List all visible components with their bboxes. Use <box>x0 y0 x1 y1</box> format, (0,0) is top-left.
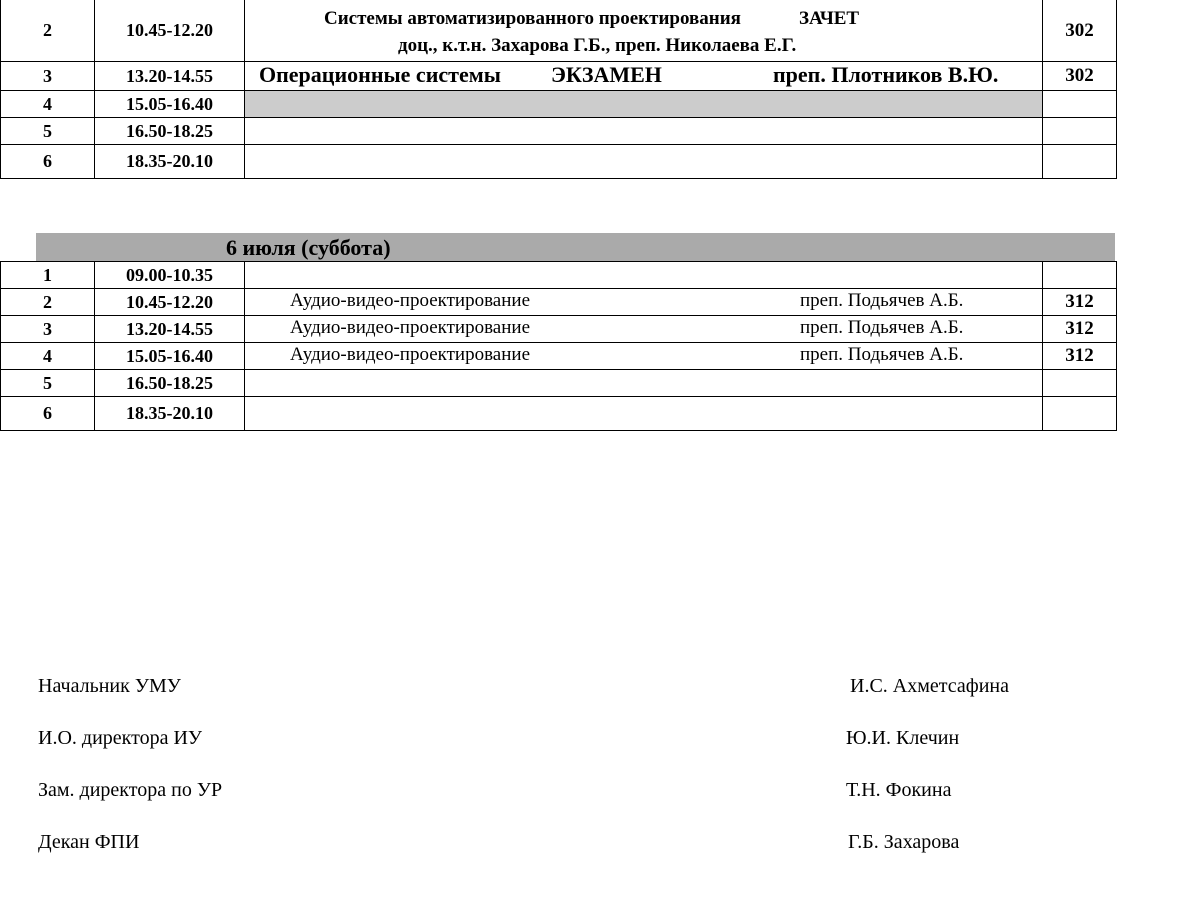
table-row <box>1 145 1117 179</box>
room-number <box>1043 397 1117 431</box>
room-number <box>1043 370 1117 397</box>
lesson-number: 4 <box>1 343 95 370</box>
schedule-table-saturday <box>0 261 1117 431</box>
table-row <box>1 316 1117 343</box>
subject-name: Операционные системы <box>259 62 501 87</box>
lesson-subject-cell <box>245 91 1043 118</box>
lesson-number: 2 <box>1 0 95 62</box>
room-number: 312 <box>1043 316 1117 343</box>
table-row <box>1 91 1117 118</box>
table-row <box>1 262 1117 289</box>
lesson-time: 16.50-18.25 <box>95 118 245 145</box>
lesson-number: 5 <box>1 370 95 397</box>
teacher-name: преп. Подьячев А.Б. <box>800 344 964 365</box>
room-number <box>1043 262 1117 289</box>
lesson-number: 3 <box>1 316 95 343</box>
lesson-number: 6 <box>1 145 95 179</box>
subject-name: Аудио-видео-проектирование <box>290 290 531 311</box>
signature-name: Г.Б. Захарова <box>848 831 960 853</box>
teacher-name: преп. Подьячев А.Б. <box>800 290 964 311</box>
room-number <box>1043 91 1117 118</box>
lesson-time: 16.50-18.25 <box>95 370 245 397</box>
exam-kind: ЗАЧЕТ <box>798 8 860 29</box>
table-row <box>1 62 1117 91</box>
lesson-subject-cell <box>245 397 1043 431</box>
signature-role: И.О. директора ИУ <box>38 727 203 749</box>
lesson-time: 09.00-10.35 <box>95 262 245 289</box>
lesson-subject-cell <box>245 370 1043 397</box>
lesson-number: 2 <box>1 289 95 316</box>
teacher-name: доц., к.т.н. Захарова Г.Б., преп. Николаева Е.Г. <box>398 35 797 56</box>
table-row <box>1 289 1117 316</box>
lesson-time: 15.05-16.40 <box>95 343 245 370</box>
table-row <box>1 370 1117 397</box>
room-number: 312 <box>1043 343 1117 370</box>
lesson-time: 15.05-16.40 <box>95 91 245 118</box>
signature-role: Зам. директора по УР <box>38 779 223 801</box>
lesson-time: 18.35-20.10 <box>95 145 245 179</box>
lesson-subject-cell <box>245 316 1043 343</box>
lesson-subject-cell <box>245 118 1043 145</box>
lesson-number: 4 <box>1 91 95 118</box>
table-row <box>1 397 1117 431</box>
lesson-number: 6 <box>1 397 95 431</box>
room-number <box>1043 145 1117 179</box>
signature-name: Т.Н. Фокина <box>846 779 952 801</box>
room-number <box>1043 118 1117 145</box>
exam-kind: ЭКЗАМЕН <box>551 62 662 87</box>
lesson-time: 18.35-20.10 <box>95 397 245 431</box>
schedule-table-previous-day <box>0 0 1117 179</box>
lesson-subject-cell <box>245 289 1043 316</box>
lesson-time: 10.45-12.20 <box>95 0 245 62</box>
lesson-number: 5 <box>1 118 95 145</box>
lesson-number: 3 <box>1 62 95 91</box>
lesson-subject-cell <box>245 145 1043 179</box>
teacher-name: преп. Плотников В.Ю. <box>773 62 999 87</box>
room-number: 302 <box>1043 62 1117 91</box>
signature-role: Декан ФПИ <box>38 831 140 853</box>
day-title: 6 июля (суббота) <box>226 235 391 260</box>
day-header <box>36 233 1115 261</box>
table-row <box>1 343 1117 370</box>
subject-name: Аудио-видео-проектирование <box>290 344 531 365</box>
subject-name: Аудио-видео-проектирование <box>290 317 531 338</box>
table-row <box>1 118 1117 145</box>
lesson-number: 1 <box>1 262 95 289</box>
signature-name: И.С. Ахметсафина <box>850 675 1009 697</box>
lesson-subject-cell <box>245 262 1043 289</box>
room-number: 312 <box>1043 289 1117 316</box>
lesson-time: 10.45-12.20 <box>95 289 245 316</box>
teacher-name: преп. Подьячев А.Б. <box>800 317 964 338</box>
room-number: 302 <box>1043 0 1117 62</box>
signature-role: Начальник УМУ <box>38 675 181 697</box>
subject-name: Системы автоматизированного проектирования <box>324 8 741 29</box>
table-row <box>1 0 1117 62</box>
lesson-time: 13.20-14.55 <box>95 62 245 91</box>
lesson-subject-cell <box>245 343 1043 370</box>
lesson-time: 13.20-14.55 <box>95 316 245 343</box>
lesson-subject-cell <box>245 0 1043 62</box>
signature-name: Ю.И. Клечин <box>846 727 960 749</box>
lesson-subject-cell <box>245 62 1043 91</box>
